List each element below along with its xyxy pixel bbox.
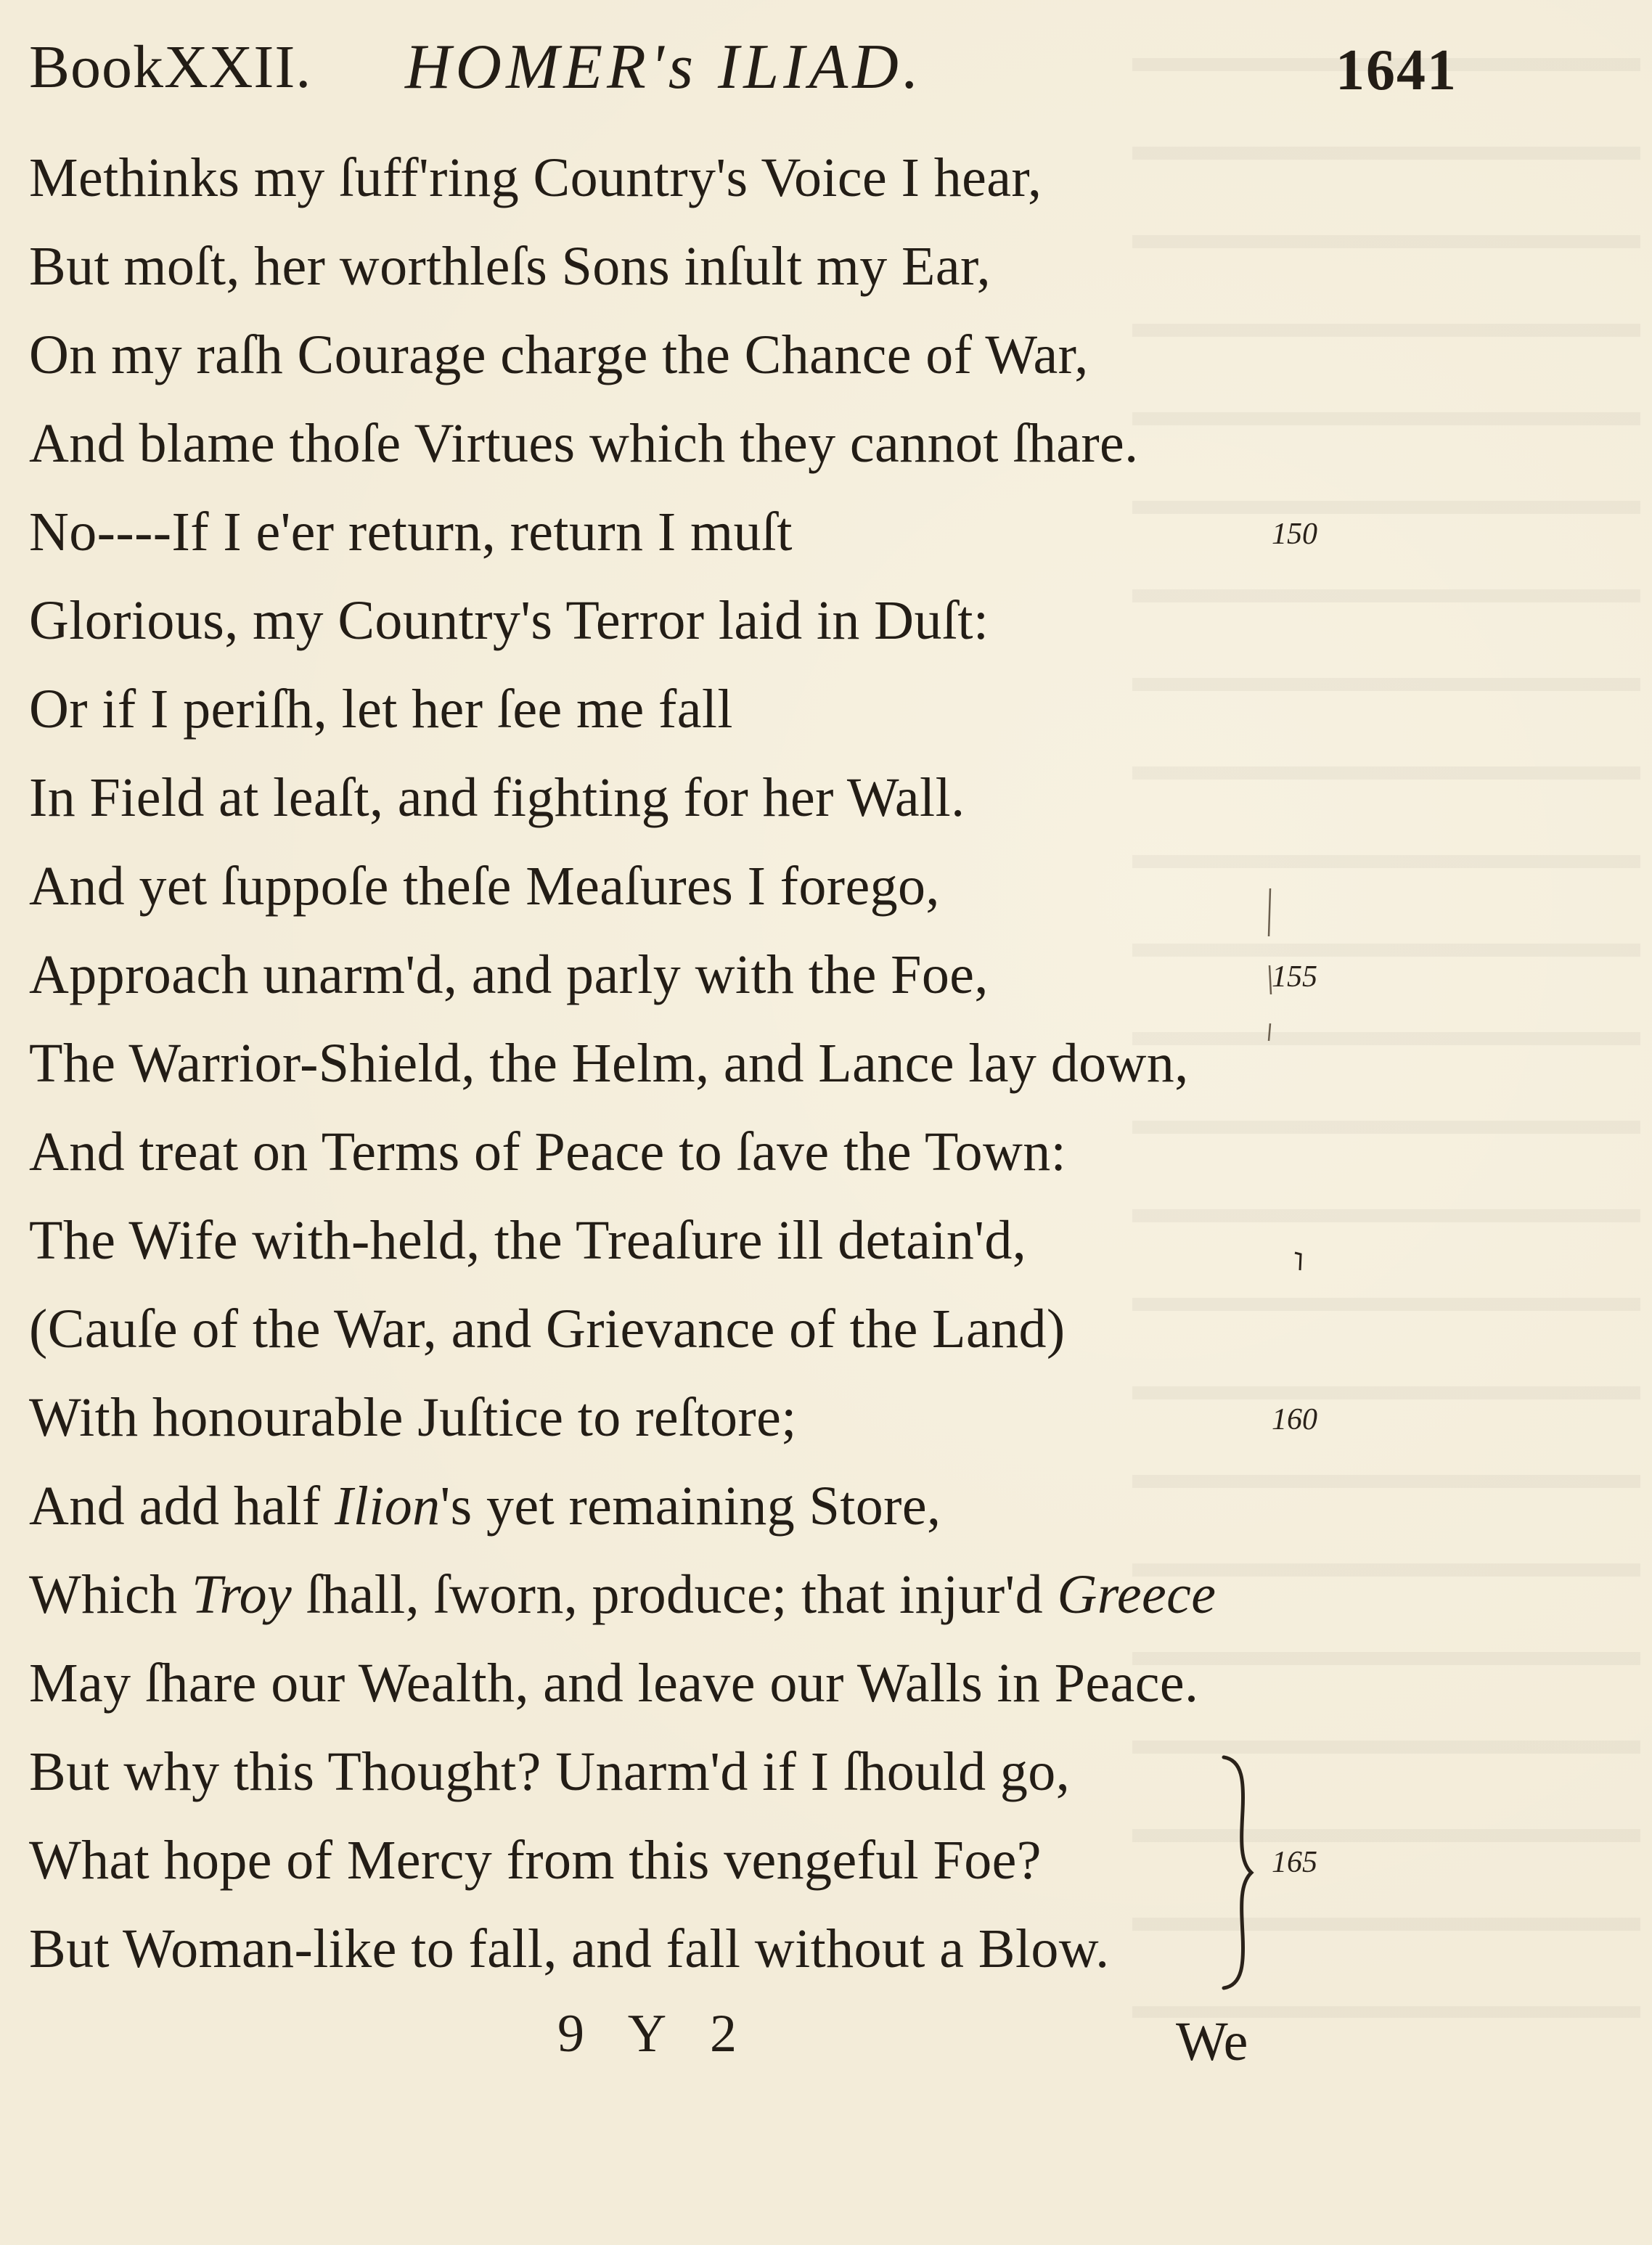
place-name: Greece: [1057, 1564, 1216, 1625]
verse-line: The Wife with-held, the Treaſure ill detain'd,: [29, 1210, 1027, 1271]
verse-text: And add half: [29, 1476, 335, 1537]
signature-mark: 9 Y 2: [557, 2004, 753, 2064]
verse-text: ſhall, ſworn, produce; that injur'd: [292, 1564, 1058, 1625]
verse-line: With honourable Juſtice to reſtore;: [29, 1387, 797, 1448]
work-title: HOMER's ILIAD.: [405, 32, 923, 102]
verse-line: And treat on Terms of Peace to ſave the Town:: [29, 1121, 1067, 1182]
page-footer: [0, 2003, 1652, 2090]
running-head: [0, 22, 1652, 116]
verse-line: What hope of Mercy from this vengeful Foe?: [29, 1830, 1042, 1891]
triplet-brace-icon: [1218, 1753, 1262, 1992]
verse-line: On my raſh Courage charge the Chance of War,: [29, 324, 1089, 385]
line-number: 160: [1272, 1403, 1317, 1436]
verse-line: In Field at leaſt, and fighting for her Wall.: [29, 767, 965, 828]
margin-mark-icon: [1292, 1248, 1307, 1277]
verse-line: Glorious, my Country's Terror laid in Duſt:: [29, 590, 989, 651]
verse-line: May ſhare our Wealth, and leave our Walls in Peace.: [29, 1653, 1199, 1714]
verse-line: And blame thoſe Virtues which they cannot ſhare.: [29, 413, 1139, 474]
verse-line: (Cauſe of the War, and Grievance of the Land): [29, 1299, 1066, 1359]
verse-line: [29, 1555, 1216, 1635]
verse-line: Or if I periſh, let her ſee me fall: [29, 679, 733, 740]
verse-line: But moſt, her worthleſs Sons inſult my Ear,: [29, 236, 991, 297]
show-through-shadow: [1132, 58, 1640, 2018]
verse-line: And yet ſuppoſe theſe Meaſures I forego,: [29, 856, 940, 917]
line-number: 165: [1272, 1846, 1317, 1879]
verse-line: Methinks my ſuff'ring Country's Voice I hear,: [29, 147, 1042, 208]
line-number: 155: [1272, 960, 1317, 994]
verse-line: [29, 1466, 941, 1546]
book-number: BookXXII.: [29, 33, 312, 101]
verse-line: But why this Thought? Unarm'd if I ſhould go,: [29, 1741, 1071, 1802]
catchword: We: [1176, 2011, 1248, 2072]
verse-line: No----If I e'er return, return I muſt: [29, 502, 793, 563]
place-name: Ilion: [334, 1476, 441, 1537]
verse-text: 's yet remaining Store,: [440, 1476, 941, 1537]
place-name: Troy: [191, 1564, 293, 1625]
verse-line: The Warrior-Shield, the Helm, and Lance lay down,: [29, 1033, 1189, 1094]
verse-line: Approach unarm'd, and parly with the Foe,: [29, 944, 989, 1005]
verse-line: But Woman-like to fall, and fall without a Blow.: [29, 1918, 1110, 1979]
verse-text: Which: [29, 1564, 192, 1625]
line-number: 150: [1272, 518, 1317, 551]
margin-mark-icon: [1263, 886, 1277, 1045]
page-number: 1641: [1336, 38, 1457, 102]
